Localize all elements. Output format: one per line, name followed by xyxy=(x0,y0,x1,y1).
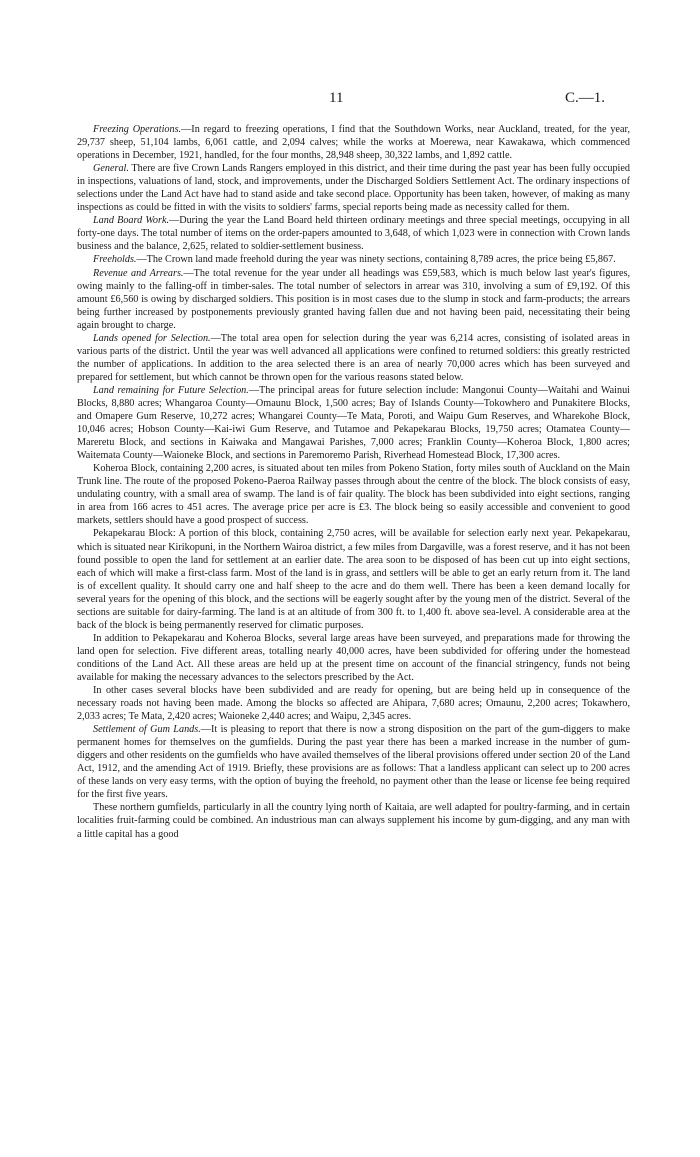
paragraph-heading: Revenue and Arrears. xyxy=(93,267,184,279)
paragraph-koheroa-block xyxy=(77,462,630,527)
paragraph-heading: Land remaining for Future Selection. xyxy=(93,384,249,396)
paragraph-future-selection xyxy=(77,384,630,462)
paragraph-text: —The total area open for selection during the year was 6,214 acres, consisting of isolated areas in various parts of the district. Until the year was well advanced all applications were confined to returned soldiers: this greatly restricted the number of applications. In addition to the area selected there is an area of nearly 70,000 acres which has been surveyed and prepared for settlement, but which cannot be thrown open for the various reasons stated below. xyxy=(77,332,630,383)
paragraph-text: There are five Crown Lands Rangers employed in this district, and their time during the past year has been fully occupied in inspections, valuations of land, stock, and improvements, under the Discharged Soldiers Settlement Act. The ordinary inspections of selections under the Land Act have had to stand aside and take second place. Opportunity has been taken, however, of making as many inspections as could be fitted in with the visits to soldiers' farms, special reports being made as necessity called for them. xyxy=(77,163,630,214)
paragraph-freeholds xyxy=(77,253,630,266)
paragraph-text: Koheroa Block, containing 2,200 acres, is situated about ten miles from Pokeno Station, forty miles south of Auckland on the Main Trunk line. The route of the proposed Pokeno-Paeroa Railway passes through about the centre of the block. The block consists of easy, undulating country, with a small area of swamp. The land is of fair quality. The block has been subdivided into eight sections, ranging in area from 166 acres to 451 acres. The average price per acre is £3. The block being so easily accessible and convenient to good markets, settlers should have a good prospect of success. xyxy=(77,463,630,527)
paragraph-text: —It is pleasing to report that there is now a strong disposition on the part of the gum-diggers to make permanent homes for themselves on the gumfields. During the past year there has been a marked increase in the number of gum-diggers and other residents on the gumfields who have availed themselves of the liberal provisions offered under section 20 of the Land Act, 1912, and the amending Act of 1919. Briefly, these provisions are as follows: That a landless applicant can select up to 200 acres of these lands on very easy terms, with the option of buying the freehold, no payment other than the lease or license fee being required for the first five years. xyxy=(77,724,631,801)
page-header xyxy=(0,90,700,110)
page-number: 11 xyxy=(329,90,344,106)
paragraph-text: Pekapekarau Block: A portion of this block, containing 2,750 acres, will be available for selection early next year. Pekapekarau, which is situated near Kirikopuni, in the Northern Wairoa district, a few miles from Dargaville, was a forest reserve, and it has not been found possible to open the land for settlement at an earlier date. The area soon to be disposed of has been cut up into eight sections, each of which will make a first-class farm. Most of the land is in grass, and settlers will be able to get an early return from it. The land is of excellent quality. It should carry one and half sheep to the acre and do them well. There has been a keen demand locally for several years for the opening of this block, and the sections will be eagerly sought after by the young men of the district. Several of the sections are suitable for dairy-farming. The land is at an altitude of from 300 ft. to 1,400 ft. above sea-level. A considerable area at the back of the block is being permanently reserved for climatic purposes. xyxy=(77,528,630,631)
paragraph-text: In other cases several blocks have been subdivided and are ready for opening, but are being held up in consequence of the necessary roads not having been made. Among the blocks so affected are Ahipara, 7,680 acres; Omaunu, 2,200 acres; Tokawhero, 2,033 acres; Te Mata, 2,420 acres; Waioneke 2,440 acres; and Waipu, 2,345 acres. xyxy=(77,685,630,723)
paragraph-freezing-operations xyxy=(77,123,630,162)
paragraph-heading: Freezing Operations. xyxy=(93,124,182,135)
paragraph-northern-gumfields xyxy=(77,801,630,840)
paragraph-land-board-work xyxy=(77,214,630,253)
paragraph-text: These northern gumfields, particularly in all the country lying north of Kaitaia, are well adapted for poultry-farming, and in certain localities fruit-farming could be combined. An industrious man can always supplement his income by gum-digging, and any man with a little capital has a good xyxy=(77,802,630,840)
paragraph-pekapekarau-block xyxy=(77,527,630,631)
paragraph-text: In addition to Pekapekarau and Koheroa Blocks, several large areas have been surveyed, and preparations made for throwing the land open for selection. Five different areas, totalling nearly 40,000 acres, have been subdivided for offering under the homestead conditions of the Land Act. All these areas are held up at the present time on account of the financial stringency, funds not being available for making the necessary advances to the selectors prescribed by the Act. xyxy=(77,632,630,683)
paragraph-gum-lands xyxy=(77,723,630,801)
paragraph-revenue-arrears xyxy=(77,267,630,332)
report-body xyxy=(77,123,630,841)
paragraph-text: —The total revenue for the year under all headings was £59,583, which is much below last year's figures, owing mainly to the falling-off in timber-sales. The total number of selectors in arrear was 310, involving a sum of £9,192. Of this amount £6,560 is owing by discharged soldiers. This position is in most cases due to the slump in stock and farm-products; the arrears being further increased by postponements previously granted having fallen due and not having been paid, necessitating their being again brought to charge. xyxy=(77,267,630,331)
paragraph-text: —The Crown land made freehold during the year was ninety sections, containing 8,789 acres, the price being £5,867. xyxy=(136,254,616,266)
paragraph-heading: Lands opened for Selection. xyxy=(93,332,211,344)
paragraph-blocks-held-up xyxy=(77,684,630,723)
paragraph-heading: Land Board Work. xyxy=(93,215,170,227)
document-reference: C.—1. xyxy=(565,90,606,106)
paragraph-heading: General. xyxy=(93,163,129,175)
paragraph-surveyed-areas xyxy=(77,632,630,684)
paragraph-general xyxy=(77,162,630,214)
paragraph-heading: Freeholds. xyxy=(93,254,137,266)
paragraph-text: —In regard to freezing operations, I find that the Southdown Works, near Auckland, treated, for the year, 29,737 sheep, 51,104 lambs, 6,061 cattle, and 2,094 calves; while the works at Moerewa, near Kawakawa, which commenced operations in December, 1921, handled, for the four months, 28,948 sheep, 30,322 lambs, and 1,892 cattle. xyxy=(77,124,631,162)
paragraph-text: —The principal areas for future selection include: Mangonui County—Waitahi and Wainui Blocks, 8,880 acres; Whangaroa County—Omaunu Block, 1,500 acres; Bay of Islands County—Tokowhero and Punakitere Blocks, and Omapere Gum Reserve, 10,272 acres; Whangarei County—Te Mata, Poroti, and Waipu Gum Reserves, and Wharekohe Block, 10,046 acres; Hobson County—Kai-iwi Gum Reserve, and Tutamoe and Pekapekarau Blocks, 19,750 acres; Otamatea County—Mareretu Block, and sections in Kaiwaka and Mangawai Parishes, 7,000 acres; Franklin County—Koheroa Block, 1,800 acres; Waitemata County—Waioneke Block, and sections in Paremoremo Parish, Riverhead Homestead Block, 17,300 acres. xyxy=(77,384,630,462)
paragraph-heading: Settlement of Gum Lands. xyxy=(93,724,201,736)
paragraph-text: —During the year the Land Board held thirteen ordinary meetings and three special meetings, occupying in all forty-one days. The total number of items on the order-papers amounted to 3,648, of which 1,023 were in connection with Crown lands business and the balance, 2,625, related to soldier-settlement business. xyxy=(77,215,630,253)
paragraph-lands-opened xyxy=(77,332,630,384)
